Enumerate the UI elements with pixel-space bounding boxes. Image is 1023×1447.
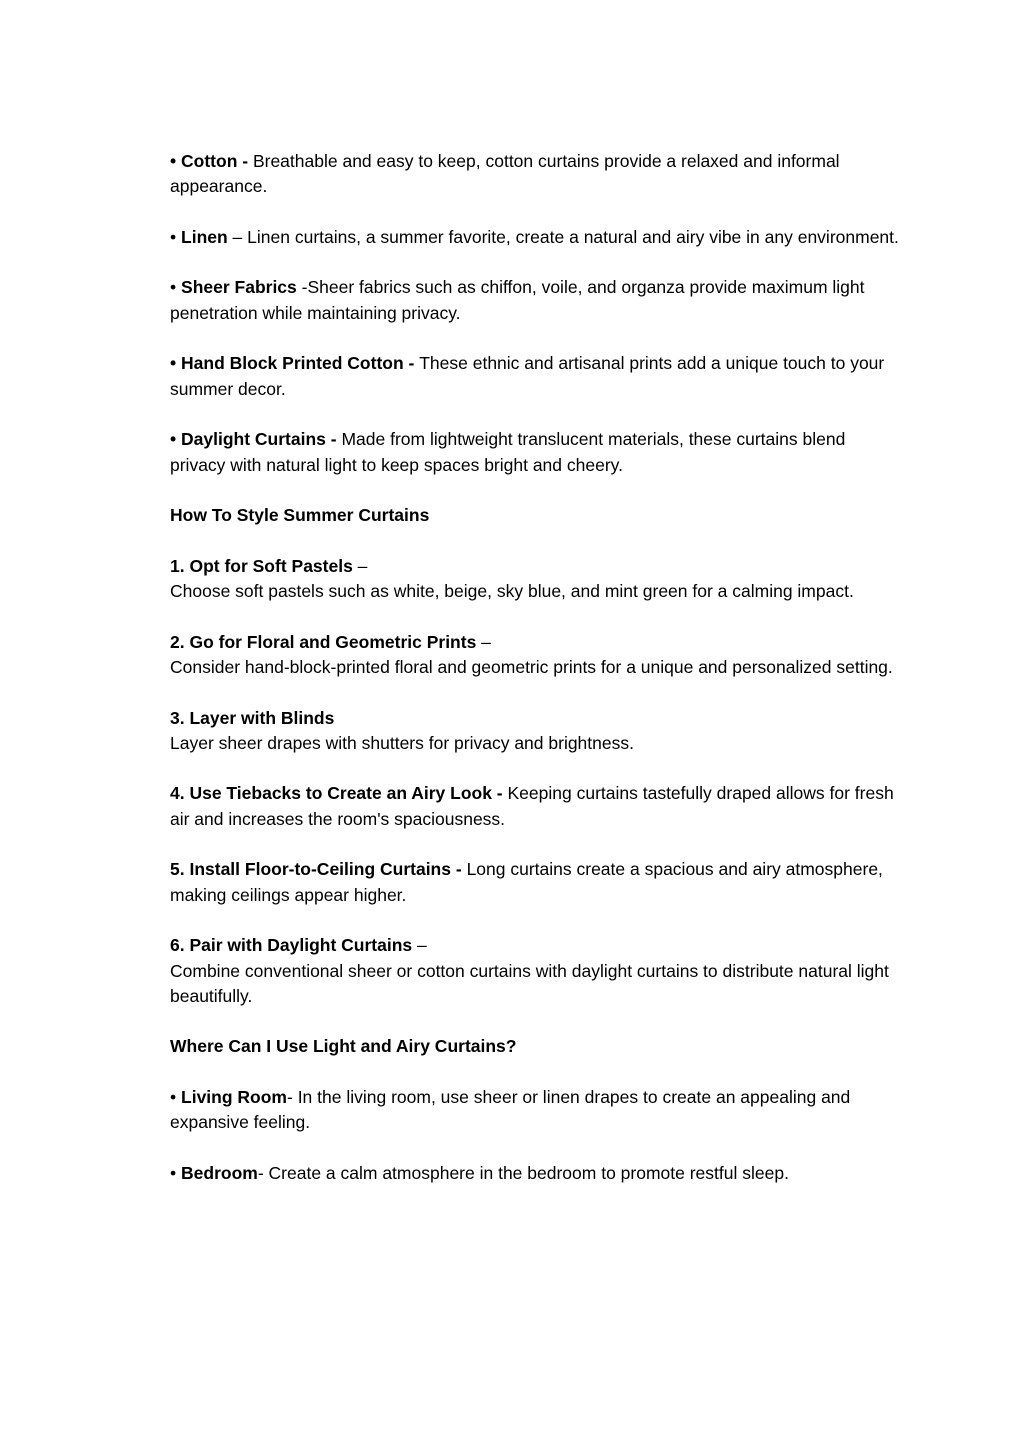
tip-description: Consider hand-block-printed floral and geometric prints for a unique and personalized setting.	[170, 656, 893, 677]
room-term: Living Room	[181, 1086, 287, 1107]
bullet: •	[170, 1086, 177, 1107]
style-tip-6	[170, 933, 900, 1009]
bullet: •	[170, 429, 177, 450]
tip-title: 1. Opt for Soft Pastels	[170, 555, 353, 576]
tip-title: 6. Pair with Daylight Curtains	[170, 935, 413, 956]
separator: –	[227, 226, 248, 247]
material-item-cotton	[170, 149, 900, 200]
separator: -	[325, 429, 342, 450]
material-description: Linen curtains, a summer favorite, create a natural and airy vibe in any environment.	[247, 226, 899, 247]
material-description: These ethnic and artisanal prints add a unique touch to your summer decor.	[170, 353, 885, 399]
bullet: •	[170, 1162, 177, 1183]
material-item-sheer-fabrics	[170, 275, 900, 326]
separator: -	[403, 353, 420, 374]
tip-description: Keeping curtains tastefully draped allows for fresh air and increases the room's spaciousness.	[170, 783, 894, 829]
material-item-linen	[170, 225, 900, 250]
section-heading-style: How To Style Summer Curtains	[170, 505, 430, 526]
room-description: Create a calm atmosphere in the bedroom to promote restful sleep.	[268, 1162, 789, 1183]
material-item-hand-block-printed-cotton	[170, 351, 900, 402]
material-term: Daylight Curtains	[181, 429, 326, 450]
tip-description: Combine conventional sheer or cotton curtains with daylight curtains to distribute natural light beautifully.	[170, 960, 889, 1006]
bullet: •	[170, 353, 177, 374]
style-tip-3	[170, 706, 900, 757]
tip-description: Layer sheer drapes with shutters for privacy and brightness.	[170, 732, 634, 753]
tip-title: 4. Use Tiebacks to Create an Airy Look -	[170, 783, 503, 804]
separator: –	[352, 555, 368, 576]
material-term: Cotton	[181, 151, 238, 171]
bullet: •	[170, 151, 177, 171]
style-tip-1	[170, 554, 900, 605]
section-heading-where: Where Can I Use Light and Airy Curtains?	[170, 1036, 517, 1057]
tip-title: 2. Go for Floral and Geometric Prints	[170, 631, 477, 652]
separator: -	[296, 277, 308, 298]
material-description: Made from lightweight translucent materials, these curtains blend privacy with natural light to keep spaces bright and cheery.	[170, 429, 846, 475]
bullet: •	[170, 226, 177, 247]
room-item-living-room	[170, 1085, 900, 1136]
material-description: Sheer fabrics such as chiffon, voile, and organza provide maximum light penetration while maintaining privacy.	[170, 277, 865, 323]
style-tip-5	[170, 857, 900, 908]
separator: -	[257, 1162, 269, 1183]
tip-title: 5. Install Floor-to-Ceiling Curtains -	[170, 859, 462, 880]
style-tip-2	[170, 630, 900, 681]
tip-description: Long curtains create a spacious and airy atmosphere, making ceilings appear higher.	[170, 859, 883, 905]
room-term: Bedroom	[181, 1162, 258, 1183]
style-tip-4	[170, 781, 900, 832]
document-page	[170, 149, 900, 1211]
material-term: Sheer Fabrics	[181, 277, 297, 298]
separator: –	[476, 631, 491, 652]
material-item-daylight-curtains	[170, 427, 900, 478]
room-item-bedroom	[170, 1161, 900, 1186]
room-description: In the living room, use sheer or linen drapes to create an appealing and expansive feeling.	[170, 1086, 851, 1133]
tip-description: Choose soft pastels such as white, beige, sky blue, and mint green for a calming impact.	[170, 581, 854, 602]
bullet: •	[170, 277, 177, 298]
separator: -	[237, 151, 253, 171]
separator: –	[412, 935, 427, 956]
material-term: Linen	[181, 226, 228, 247]
material-term: Hand Block Printed Cotton	[181, 353, 404, 374]
material-description: Breathable and easy to keep, cotton curtains provide a relaxed and informal appearance.	[170, 151, 840, 197]
tip-title: 3. Layer with Blinds	[170, 707, 335, 728]
separator: -	[286, 1086, 298, 1107]
